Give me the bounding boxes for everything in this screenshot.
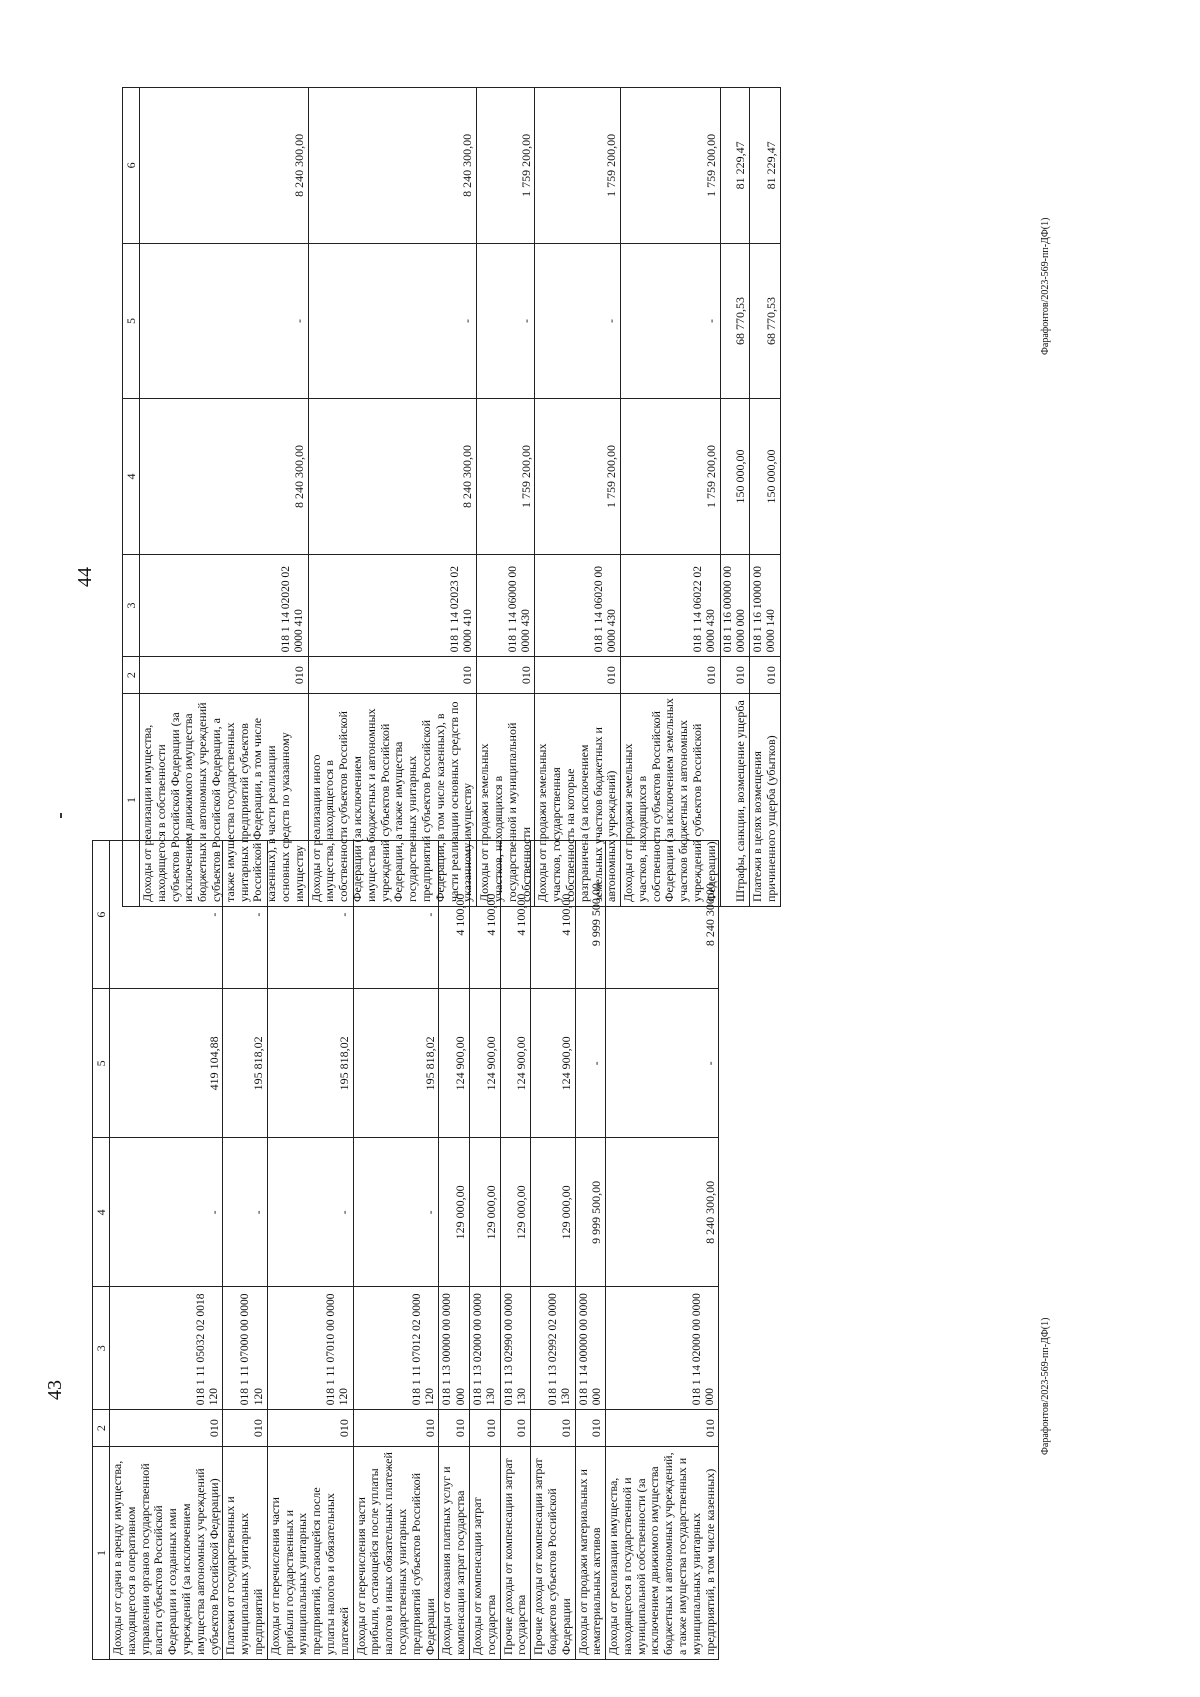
column-header: 6 — [123, 88, 140, 244]
row-approved: 1 759 200,00 — [477, 399, 535, 555]
row-code: 010 — [720, 657, 749, 694]
column-header: 1 — [93, 1447, 110, 1660]
row-kbk: 018 1 14 06000 00 0000 430 — [477, 554, 535, 656]
row-code: 010 — [500, 1410, 531, 1447]
row-unexecuted: 81 229,47 — [750, 88, 781, 244]
row-kbk: 018 1 14 00000 00 0000 000 — [575, 1287, 606, 1410]
row-name: Доходы от перечисления части прибыли, остающейся после уплаты налогов и иных обязательных платежей государственных унитарных предприятий субъектов Российской Федерации — [353, 1447, 439, 1660]
row-unexecuted: 4 100,00 — [500, 841, 531, 989]
table-row — [267, 841, 353, 1660]
row-code: 010 — [531, 1410, 575, 1447]
row-name: Доходы от продажи земельных участков, находящихся в собственности субъектов Российской Федерации (за исключением земельных участков бюджетных и автономных учреждений субъектов Российской Федерации) — [621, 694, 721, 907]
row-kbk: 018 1 16 10000 00 0000 140 — [750, 554, 781, 656]
row-code: 010 — [477, 657, 535, 694]
row-executed: 124 900,00 — [439, 989, 470, 1138]
row-approved: 1 759 200,00 — [621, 399, 721, 555]
row-kbk: 018 1 14 06020 00 0000 430 — [535, 554, 621, 656]
row-name: Прочие доходы от компенсации затрат бюджетов субъектов Российской Федерации — [531, 1447, 575, 1660]
row-code: 010 — [223, 1410, 267, 1447]
row-approved: - — [223, 1138, 267, 1287]
row-approved: 8 240 300,00 — [140, 399, 309, 555]
row-approved: 1 759 200,00 — [535, 399, 621, 555]
income-table-44 — [122, 87, 781, 907]
row-unexecuted: 81 229,47 — [720, 88, 749, 244]
row-code: 010 — [535, 657, 621, 694]
column-header: 3 — [123, 554, 140, 656]
row-kbk: 018 1 14 06022 02 0000 430 — [621, 554, 721, 656]
row-kbk: 018 1 13 00000 00 0000 000 — [439, 1287, 470, 1410]
column-header: 5 — [123, 243, 140, 399]
row-name: Доходы от сдачи в аренду имущества, находящегося в оперативном управлении органов государственной власти субъектов Российской Федерации и созданных ими учреждений (за исключением имущества автономных учреждений субъектов Российской Федерации) — [110, 1447, 223, 1660]
row-unexecuted: 9 999 500,00 — [575, 841, 606, 989]
column-header: 3 — [93, 1287, 110, 1410]
row-unexecuted: 1 759 200,00 — [535, 88, 621, 244]
page-number: 43 — [44, 1380, 66, 1400]
row-name: Платежи в целях возмещения причиненного ущерба (убытков) — [750, 694, 781, 907]
row-executed: - — [606, 989, 719, 1138]
row-kbk: 018 1 14 02020 02 0000 410 — [140, 554, 309, 656]
table-row — [477, 88, 535, 907]
page-43-rotated-content — [44, 840, 717, 1660]
row-name: Доходы от реализации иного имущества, находящегося в собственности субъектов Российской Федерации (за исключением имущества бюджетных и автономных учреждений субъектов Российской Федерации, а также имущества государственных унитарных предприятий субъектов Российской Федерации, в том числе казенных), в части реализации основных средств по указанному имуществу — [308, 694, 477, 907]
table-row — [469, 841, 500, 1660]
row-kbk: 018 1 13 02000 00 0000 130 — [469, 1287, 500, 1410]
row-code: 010 — [621, 657, 721, 694]
table-row — [223, 841, 267, 1660]
row-name: Доходы от продажи земельных участков, государственная собственность на которые разграничена (за исключением земельных участков бюджетных и автономных учреждений) — [535, 694, 621, 907]
row-executed: - — [308, 243, 477, 399]
row-kbk: 018 1 11 07012 02 0000 120 — [353, 1287, 439, 1410]
row-approved: 129 000,00 — [531, 1138, 575, 1287]
row-executed: 124 900,00 — [469, 989, 500, 1138]
row-name: Доходы от продажи земельных участков, находящихся в государственной и муниципальной собственности — [477, 694, 535, 907]
row-executed: 68 770,53 — [720, 243, 749, 399]
row-kbk: 018 1 14 02023 02 0000 410 — [308, 554, 477, 656]
document-footer-43: Фарафонтов/2023-569-пп-ДФ(1) — [1040, 1317, 1051, 1455]
table-row — [308, 88, 477, 907]
row-code: 010 — [750, 657, 781, 694]
row-unexecuted: 8 240 300,00 — [606, 841, 719, 989]
column-header: 4 — [93, 1138, 110, 1287]
row-unexecuted: 4 100,00 — [439, 841, 470, 989]
page-44-rotated-content — [74, 87, 877, 907]
row-unexecuted: 4 100,00 — [469, 841, 500, 989]
row-unexecuted: - — [353, 841, 439, 989]
row-executed: 124 900,00 — [531, 989, 575, 1138]
row-code: 010 — [575, 1410, 606, 1447]
row-executed: - — [477, 243, 535, 399]
table-row — [535, 88, 621, 907]
row-code: 010 — [439, 1410, 470, 1447]
row-name: Доходы от компенсации затрат государства — [469, 1447, 500, 1660]
table-row — [621, 88, 721, 907]
row-executed: - — [140, 243, 309, 399]
row-kbk: 018 1 11 07000 00 0000 120 — [223, 1287, 267, 1410]
table-row — [353, 841, 439, 1660]
table-row — [500, 841, 531, 1660]
column-header: 1 — [123, 694, 140, 907]
row-approved: 9 999 500,00 — [575, 1138, 606, 1287]
row-code: 010 — [267, 1410, 353, 1447]
table-row — [750, 88, 781, 907]
table-row — [720, 88, 749, 907]
row-code: 010 — [606, 1410, 719, 1447]
row-approved: 129 000,00 — [500, 1138, 531, 1287]
table-row — [140, 88, 309, 907]
row-kbk: 018 1 14 02000 00 0000 000 — [606, 1287, 719, 1410]
page-44 — [74, 87, 942, 907]
row-unexecuted: 8 240 300,00 — [140, 88, 309, 244]
document-footer-44: Фарафонтов/2023-569-пп-ДФ(1) — [1040, 217, 1051, 355]
row-code: 010 — [353, 1410, 439, 1447]
row-unexecuted: 1 759 200,00 — [477, 88, 535, 244]
income-table-43 — [92, 840, 719, 1660]
row-unexecuted: - — [223, 841, 267, 989]
row-name: Прочие доходы от компенсации затрат государства — [500, 1447, 531, 1660]
row-code: 010 — [308, 657, 477, 694]
row-kbk: 018 1 11 07010 00 0000 120 — [267, 1287, 353, 1410]
column-header: 2 — [93, 1410, 110, 1447]
row-executed: 195 818,02 — [223, 989, 267, 1138]
column-header: 5 — [93, 989, 110, 1138]
column-header: 4 — [123, 399, 140, 555]
row-unexecuted: 1 759 200,00 — [621, 88, 721, 244]
row-executed: 195 818,02 — [353, 989, 439, 1138]
row-executed: - — [621, 243, 721, 399]
row-executed: 419 104,88 — [110, 989, 223, 1138]
row-unexecuted: 4 100,00 — [531, 841, 575, 989]
row-unexecuted: - — [110, 841, 223, 989]
table-row — [606, 841, 719, 1660]
row-name: Доходы от продажи материальных и нематериальных активов — [575, 1447, 606, 1660]
row-code: 010 — [140, 657, 309, 694]
row-unexecuted: 8 240 300,00 — [308, 88, 477, 244]
row-approved: 129 000,00 — [469, 1138, 500, 1287]
row-kbk: 018 1 13 02990 00 0000 130 — [500, 1287, 531, 1410]
header-row — [93, 841, 110, 1660]
row-approved: 150 000,00 — [720, 399, 749, 555]
row-approved: 8 240 300,00 — [308, 399, 477, 555]
row-unexecuted: - — [267, 841, 353, 989]
row-name: Доходы от перечисления части прибыли государственных и муниципальных унитарных предприятий, остающейся после уплаты налогов и обязательных платежей — [267, 1447, 353, 1660]
row-kbk: 018 1 16 00000 00 0000 000 — [720, 554, 749, 656]
row-executed: 68 770,53 — [750, 243, 781, 399]
row-approved: - — [353, 1138, 439, 1287]
row-code: 010 — [110, 1410, 223, 1447]
table-row — [110, 841, 223, 1660]
page-number: 44 — [74, 567, 96, 587]
row-executed: 124 900,00 — [500, 989, 531, 1138]
row-name: Штрафы, санкции, возмещение ущерба — [720, 694, 749, 907]
page-43 — [44, 840, 912, 1660]
row-name: Доходы от оказания платных услуг и компенсации затрат государства — [439, 1447, 470, 1660]
row-name: Платежи от государственных и муниципальных унитарных предприятий — [223, 1447, 267, 1660]
row-name: Доходы от реализации имущества, находящегося в собственности субъектов Российской Федерации (за исключением движимого имущества бюджетных и автономных учреждений субъектов Российской Федерации, а также имущества государственных унитарных предприятий субъектов Российской Федерации, в том числе казенных), в части реализации основных средств по указанному имуществу — [140, 694, 309, 907]
scan-speck — [60, 813, 62, 818]
column-header: 2 — [123, 657, 140, 694]
table-row — [575, 841, 606, 1660]
row-executed: - — [535, 243, 621, 399]
row-name: Доходы от реализации имущества, находящегося в государственной и муниципальной собственности (за исключением движимого имущества бюджетных и автономных учреждений, а также имущества государственных и муниципальных унитарных предприятий, в том числе казенных) — [606, 1447, 719, 1660]
table-row — [531, 841, 575, 1660]
row-executed: - — [575, 989, 606, 1138]
column-header: 6 — [93, 841, 110, 989]
row-kbk: 018 1 13 02992 02 0000 130 — [531, 1287, 575, 1410]
row-code: 010 — [469, 1410, 500, 1447]
row-approved: 150 000,00 — [750, 399, 781, 555]
row-kbk: 018 1 11 05032 02 0018 120 — [110, 1287, 223, 1410]
table-row — [439, 841, 470, 1660]
header-row — [123, 88, 140, 907]
row-approved: 129 000,00 — [439, 1138, 470, 1287]
row-approved: 8 240 300,00 — [606, 1138, 719, 1287]
row-approved: - — [110, 1138, 223, 1287]
row-executed: 195 818,02 — [267, 989, 353, 1138]
row-approved: - — [267, 1138, 353, 1287]
